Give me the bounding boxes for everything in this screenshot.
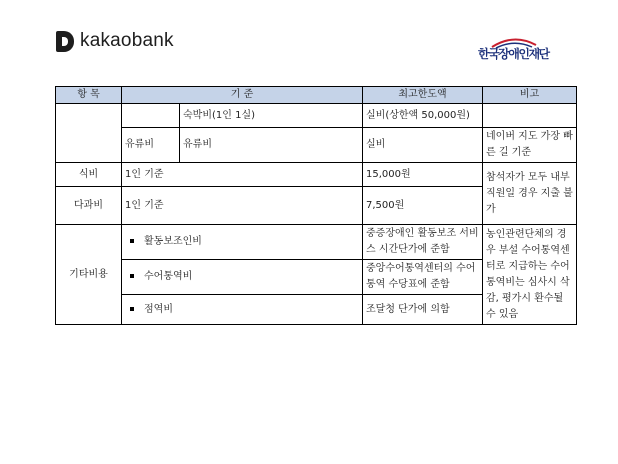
kakaobank-logo xyxy=(56,30,174,52)
snack-category: 다과비 xyxy=(56,187,122,225)
table-row xyxy=(56,128,577,163)
header-limit: 최고한도액 xyxy=(363,87,483,104)
other-limit-2: 중앙수어통역센터의 수어통역 수당표에 준함 xyxy=(363,260,483,295)
table-row xyxy=(56,163,577,187)
other-item-2-label: 수어통역비 xyxy=(144,271,193,282)
other-limit-1: 중증장애인 활동보조 서비스 시간단가에 준함 xyxy=(363,225,483,260)
other-item-3-label: 점역비 xyxy=(144,303,173,315)
snack-criteria: 1인 기준 xyxy=(122,187,363,225)
meal-snack-note: 참석자가 모두 내부직원일 경우 지출 불가 xyxy=(483,163,577,225)
header-note: 비고 xyxy=(483,87,577,104)
other-item-1 xyxy=(122,225,363,260)
meal-category: 식비 xyxy=(56,163,122,187)
travel-category-cell xyxy=(56,104,122,163)
kakaobank-logo-text: kakaobank xyxy=(80,30,174,51)
other-category: 기타비용 xyxy=(56,225,122,325)
header-criteria: 기 준 xyxy=(122,87,363,104)
fuel-note: 네이버 지도 가장 빠른 길 기준 xyxy=(483,128,577,163)
snack-limit: 7,500원 xyxy=(363,187,483,225)
table-header-row xyxy=(56,87,577,104)
table-row xyxy=(56,104,577,128)
lodging-note xyxy=(483,104,577,128)
kakaobank-mark-icon xyxy=(56,31,74,52)
other-limit-3: 조달청 단가에 의함 xyxy=(363,295,483,325)
meal-criteria: 1인 기준 xyxy=(122,163,363,187)
other-note: 농인관련단체의 경우 부설 수어통역센터로 지급하는 수어통역비는 심사시 삭감, 평가시 환수될 수 있음 xyxy=(483,225,577,325)
fuel-category: 유류비 xyxy=(122,128,180,163)
header-item: 항 목 xyxy=(56,87,122,104)
other-item-3 xyxy=(122,295,363,325)
fuel-sub: 유류비 xyxy=(180,128,363,163)
other-item-2 xyxy=(122,260,363,295)
meal-limit: 15,000원 xyxy=(363,163,483,187)
lodging-sub: 숙박비(1인 1실) xyxy=(180,104,363,128)
lodging-blank-cell xyxy=(122,104,180,128)
partner-logo-text: 한국장애인재단 xyxy=(478,47,549,61)
bullet-icon xyxy=(130,307,134,311)
bullet-icon xyxy=(130,239,134,243)
other-item-1-label: 활동보조인비 xyxy=(144,236,202,247)
partner-logo xyxy=(478,37,560,63)
bullet-icon xyxy=(130,274,134,278)
lodging-limit: 실비(상한액 50,000원) xyxy=(363,104,483,128)
fuel-limit: 실비 xyxy=(363,128,483,163)
table-row xyxy=(56,225,577,260)
page-header xyxy=(0,0,618,80)
expense-table xyxy=(55,86,577,325)
